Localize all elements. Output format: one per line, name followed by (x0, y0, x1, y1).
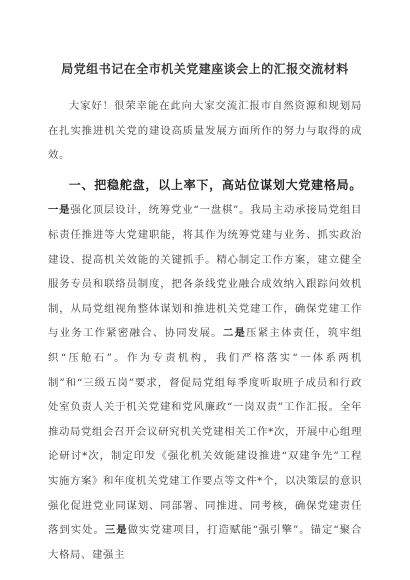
intro-paragraph: 大家好！很荣幸能在此向大家交流汇报市自然资源和规划局在扎实推进机关党的建设高质量发展方面所作的努力与取得的成效。 (48, 100, 362, 162)
point-2-text: 压紧主体责任，筑牢组织“压舱石”。作为专责机构，我们严格落实“一体系两机制”和“三级五岗”要求，督促局党组每季度听取班子成员和行政处室负责人关于机关党建和党风廉政“一岗双责”工作汇报。全年推动局党组会召开会议研究机关党建相关工作*次，开展中心组理论研讨*次，制定印发《强化机关效能建设推进“双建争先”工程实施方案》和年度机关党建工作要点等文件*个，以决策层的意识强化促进党业同谋划、同部署、同推进、同考核，确保党建责任落到实处。 (48, 327, 363, 537)
point-1-lead: 一是 (48, 204, 71, 217)
document-title: 局党组书记在全市机关党建座谈会上的汇报交流材料 (61, 62, 349, 76)
section-1-paragraph (48, 173, 362, 568)
point-3-lead: 三是 (104, 524, 128, 537)
point-1-text: 强化顶层设计，统筹党业“一盘棋”。我局主动承接局党组目标责任推进等大党建职能，将其作为统筹党建与业务、抓实政治建设、提高机关效能的关键抓手。精心制定工作方案，建立健全服务专员和联络员制度，把各条线党业融合成效纳入跟踪问效机制，从局党组视角整体谋划和推进机关党建工作，确保党建工作与业务工作紧密融合、协同发展。 (48, 204, 362, 340)
point-3-text: 做实党建项目，打造赋能“强引擎”。锚定“聚合大格局、建强主 (48, 524, 362, 561)
section-1-heading: 一、把稳舵盘，以上率下，高站位谋划大党建格局。 (68, 177, 362, 192)
point-2-lead: 二是 (222, 327, 247, 340)
